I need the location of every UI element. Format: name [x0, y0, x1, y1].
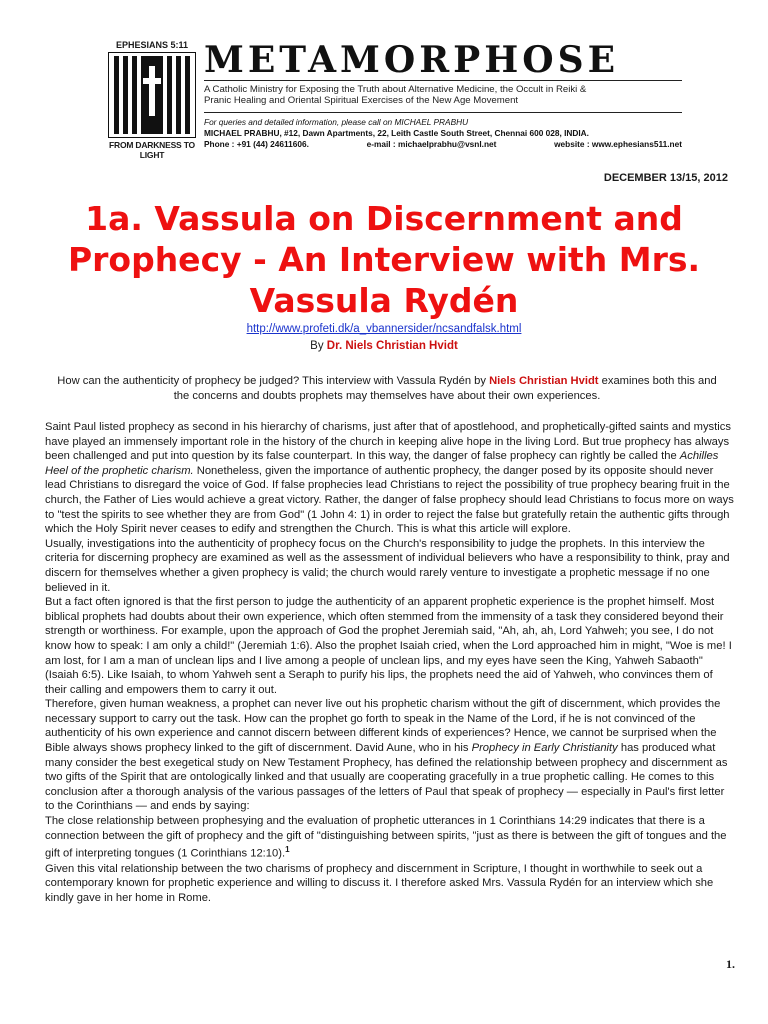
- masthead-divider-2: [204, 112, 682, 113]
- contact-queries: For queries and detailed information, please call on MICHAEL PRABHU: [204, 117, 469, 127]
- paragraph-6: Given this vital relationship between the two charisms of prophecy and discernment in Scripture, I thought in worthwhile to seek out a contemporary known for prophetic experience and willing to discuss it. I therefore asked Mrs. Vassula Rydén for an interview which she kindly gave in her home in Rome.: [45, 862, 714, 904]
- contact-details: [204, 139, 682, 150]
- letterhead: [104, 40, 684, 160]
- subtitle-line-2: Pranic Healing and Oriental Spiritual Exercises of the New Age Movement: [204, 95, 519, 106]
- paragraph-4-text-b: has produced what many consider the best exegetical study on New Testament Prophecy, has defined the relationship between prophecy and discernment as two gifts of the Spirit that are ontologically linked and that usually are cooperating gracefully in a true prophetic calling. He comes to this conclusion after a thorough analysis of the various passages of the letters of Paul that speak of prophecy — especially in Paul's first letter to the Corinthians — and ends by saying:: [45, 742, 728, 813]
- byline-prefix: By: [310, 340, 324, 352]
- paragraph-4-emphasis: Prophecy in Early Christianity: [471, 742, 618, 755]
- masthead: [204, 39, 682, 150]
- paragraph-1-text-a: Saint Paul listed prophecy as second in his hierarchy of charisms, just after that of apostlehood, and prophetically-gifted saints and mystics have played an immensely important role in the history of the church in keeping alive hope in the living Lord. But true prophecy has always been challenged and put into question by its false counterpart. In this way, the danger of false prophecy can rightly be called the: [45, 421, 731, 463]
- intro-text-before: How can the authenticity of prophecy be judged? This interview with Vassula Rydén by: [57, 375, 486, 387]
- intro-text-after: examines both this and the concerns and doubts prophets may themselves have about their own experiences.: [173, 375, 717, 402]
- byline: [0, 340, 768, 352]
- article-intro: [52, 374, 722, 404]
- source-link-line: [0, 323, 768, 335]
- contact-email[interactable]: e-mail : michaelprabhu@vsnl.net: [366, 139, 497, 149]
- footnote-marker[interactable]: 1: [285, 845, 290, 855]
- paragraph-4-text-a: Therefore, given human weakness, a prophet can never live out his prophetic charism without the gift of discernment, which provides the necessary support to carry out the task. How can the prophet go forth to speak in the Name of the Lord, if he is not convinced of the authenticity of his own experience and cannot discern between different kinds of experiences? Hence, we cannot be surprised when the Bible always shows prophecy linked to the gift of discernment. David Aune, who in his: [45, 698, 721, 755]
- ministry-logo: [104, 40, 200, 160]
- contact-phone: Phone : +91 (44) 24611606.: [204, 139, 309, 149]
- paragraph-1-emphasis: Achilles Heel of the prophetic charism.: [45, 450, 719, 477]
- paragraph-1-text-b: Nonetheless, given the importance of authentic prophecy, the danger posed by its opposite should never lead Christians to disregard the voice of God. If false prophecies lead Christians to reject the possibility of true prophecy bearing fruit in the church, the Father of Lies would achieve a great victory. Rather, the danger of false prophecy should lead Christians to focus more on ways to "test the spirits to see whether they are from God" (1 John 4: 1) in order to reject the false but gratefully retain the authentic gifts through which the Holy Spirit never ceases to edify and strengthen the Church. This is what this article will explore.: [45, 464, 734, 536]
- cross-prison-bars-icon: [108, 52, 196, 138]
- contact-address: MICHAEL PRABHU, #12, Dawn Apartments, 22, Leith Castle South Street, Chennai 600 028, INDIA.: [204, 128, 589, 138]
- source-link[interactable]: http://www.profeti.dk/a_vbannersider/ncsandfalsk.html: [246, 323, 522, 335]
- byline-author: Dr. Niels Christian Hvidt: [326, 340, 458, 352]
- article-title: 1a. Vassula on Discernment and Prophecy - An Interview with Mrs. Vassula Rydén: [67, 199, 701, 320]
- masthead-subtitle: [204, 84, 682, 106]
- paragraph-1: [45, 420, 735, 537]
- contact-website[interactable]: website : www.ephesians511.net: [554, 139, 682, 149]
- masthead-title: METAMORPHOSE: [204, 39, 620, 81]
- paragraph-4: [45, 697, 735, 814]
- page-number: 1.: [726, 957, 735, 971]
- intro-author: Niels Christian Hvidt: [489, 375, 599, 387]
- paragraph-3: But a fact often ignored is that the first person to judge the authenticity of an apparent prophetic experience is the prophet himself. Most biblical prophets had doubts about their own experience, which often stemmed from the immensity of a task they considered beyond their strength or worthiness. For example, upon the approach of God the prophet Jeremiah said, "Ah, ah, ah, Lord Yahweh; you see, I do not know how to speak: I am only a child!" (Jeremiah 1:6). Also the prophet Isaiah cried, when the Lord approached him in might, "Woe is me! I am lost, for I am a man of unclean lips and I live among a people of unclean lips, and my eyes have seen the King, Yahweh Sabaoth" (Isaiah 6:5). Like Isaiah, to whom Yahweh sent a Seraph to purify his lips, the prophets need the aid of Yahweh, who convinces them of their calling and empowers them to carry it out.: [45, 596, 732, 696]
- article-body: [45, 420, 735, 905]
- contact-block: [204, 117, 682, 150]
- issue-date: DECEMBER 13/15, 2012: [603, 172, 728, 184]
- paragraph-5: [45, 814, 735, 862]
- logo-label: EPHESIANS 5:11: [115, 40, 189, 50]
- paragraph-5-text: The close relationship between prophesying and the evaluation of prophetic utterances in 1 Corinthians 14:29 indicates that there is a connection between the gift of prophecy and the gift of "distinguishing between spirits, "just as there is between the gift of tongues and the gift of interpreting tongues (1 Corinthians 12:10).: [45, 815, 727, 860]
- paragraph-2: Usually, investigations into the authenticity of prophecy focus on the Church's responsibility to judge the prophets. In this interview the criteria for discerning prophecy are examined as well as the assessment of individual believers who have a responsibility to think, pray and discern for themselves whether a given prophecy is valid; the church would rarely venture to investigate a prophetic message if no one believed in it.: [45, 537, 730, 594]
- logo-caption: FROM DARKNESS TO LIGHT: [109, 140, 195, 160]
- subtitle-line-1: A Catholic Ministry for Exposing the Truth about Alternative Medicine, the Occult in Reiki &: [204, 84, 587, 95]
